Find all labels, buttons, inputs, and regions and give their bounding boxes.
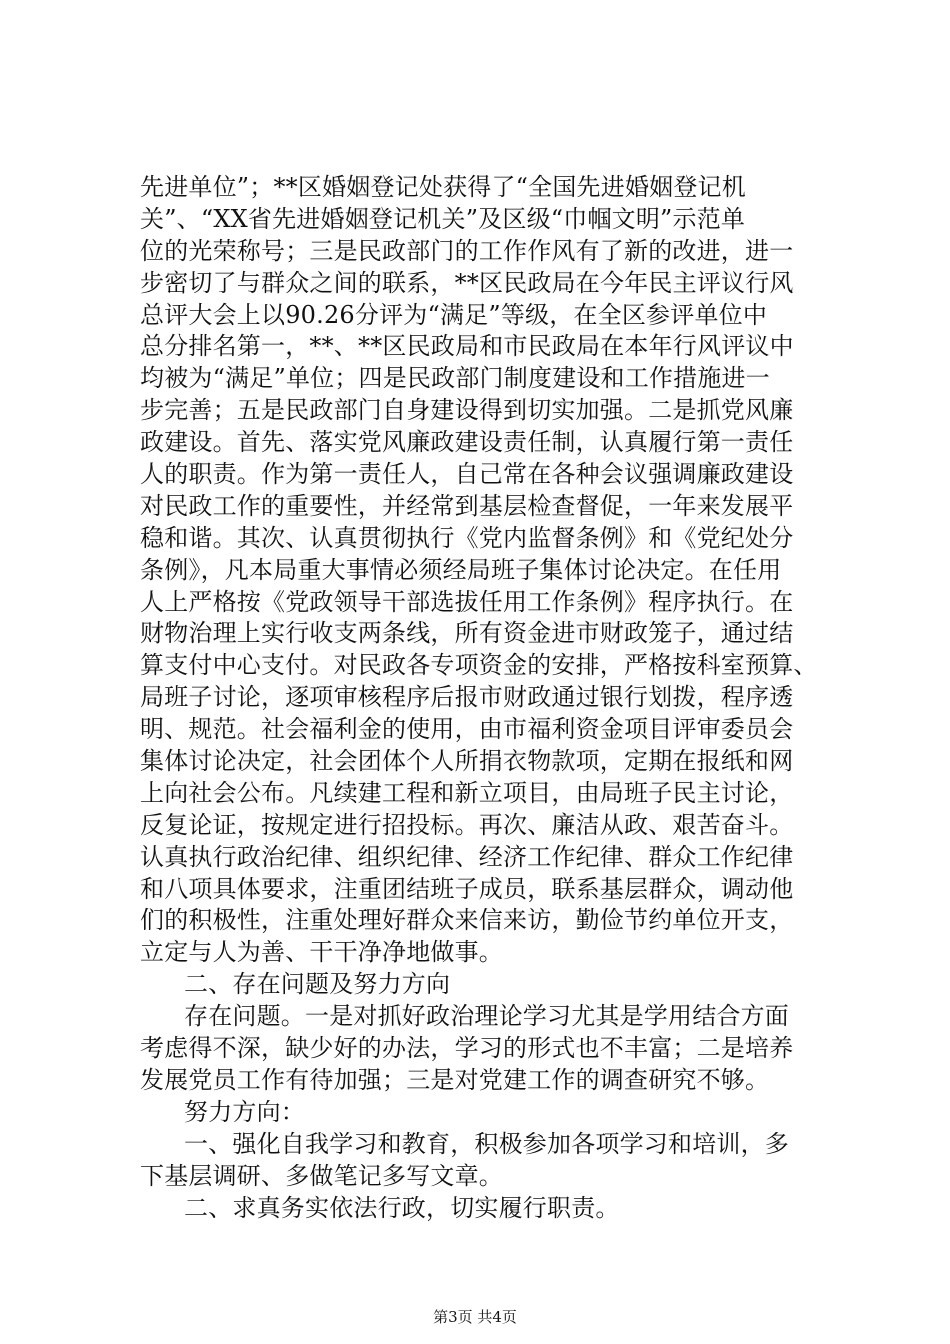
problems-line: 考虑得不深，缺少好的办法，学习的形式也不丰富；二是培养 — [140, 1034, 794, 1063]
text-line: 步密切了与群众之间的联系，**区民政局在今年民主评议行风 — [140, 268, 794, 297]
text-line: 认真执行政治纪律、组织纪律、经济工作纪律、群众工作纪律 — [140, 842, 794, 871]
section-heading: 二、存在问题及努力方向 — [184, 970, 451, 999]
text-line: 位的光荣称号；三是民政部门的工作作风有了新的改进，进一 — [140, 236, 794, 265]
text-line: 立定与人为善、干干净净地做事。 — [140, 938, 503, 967]
text-line: 人的职责。作为第一责任人，自己常在各种会议强调廉政建设 — [140, 460, 794, 489]
text-line: 条例》，凡本局重大事情必须经局班子集体讨论决定。在任用 — [140, 555, 782, 584]
direction-line: 下基层调研、多做笔记多写文章。 — [140, 1161, 503, 1190]
text-line: 人上严格按《党政领导干部选拔任用工作条例》程序执行。在 — [140, 587, 794, 616]
text-line: 总评大会上以90.26分评为“满足”等级，在全区参评单位中 — [140, 300, 768, 329]
text-line: 算支付中心支付。对民政各专项资金的安排，严格按科室预算、 — [140, 651, 818, 680]
text-line: 反复论证，按规定进行招投标。再次、廉洁从政、艰苦奋斗。 — [140, 810, 794, 839]
body-text — [140, 172, 830, 1224]
page-number: 第3页 共4页 — [433, 1308, 517, 1326]
problems-line: 发展党员工作有待加强；三是对党建工作的调查研究不够。 — [140, 1065, 770, 1094]
text-line: 集体讨论决定，社会团体个人所捐衣物款项，定期在报纸和网 — [140, 747, 794, 776]
text-line: 政建设。首先、落实党风廉政建设责任制，认真履行第一责任 — [140, 428, 794, 457]
text-line: 明、规范。社会福利金的使用，由市福利资金项目评审委员会 — [140, 715, 794, 744]
direction-line: 一、强化自我学习和教育，积极参加各项学习和培训，多 — [184, 1129, 789, 1158]
text-line: 财物治理上实行收支两条线，所有资金进市财政笼子，通过结 — [140, 619, 794, 648]
text-line: 稳和谐。其次、认真贯彻执行《党内监督条例》和《党纪处分 — [140, 523, 794, 552]
text-line: 先进单位”；**区婚姻登记处获得了“全国先进婚姻登记机 — [140, 173, 746, 201]
direction-heading: 努力方向： — [184, 1097, 305, 1126]
problems-line: 存在问题。一是对抓好政治理论学习尤其是学用结合方面 — [184, 1002, 789, 1031]
text-line: 对民政工作的重要性，并经常到基层检查督促，一年来发展平 — [140, 491, 794, 520]
text-line: 局班子讨论，逐项审核程序后报市财政通过银行划拨，程序透 — [140, 683, 794, 712]
text-line: 均被为“满足”单位；四是民政部门制度建设和工作措施进一 — [140, 364, 770, 393]
text-line: 关”、“XX省先进婚姻登记机关”及区级“巾帼文明”示范单 — [140, 204, 746, 233]
direction-line: 二、求真务实依法行政，切实履行职责。 — [184, 1193, 620, 1222]
text-line: 们的积极性，注重处理好群众来信来访，勤俭节约单位开支， — [140, 906, 794, 935]
text-line: 步完善；五是民政部门自身建设得到切实加强。二是抓党风廉 — [140, 396, 794, 425]
text-line: 和八项具体要求，注重团结班子成员，联系基层群众，调动他 — [140, 874, 794, 903]
text-line: 上向社会公布。凡续建工程和新立项目，由局班子民主讨论， — [140, 778, 794, 807]
text-line: 总分排名第一，**、**区民政局和市民政局在本年行风评议中 — [140, 332, 794, 361]
